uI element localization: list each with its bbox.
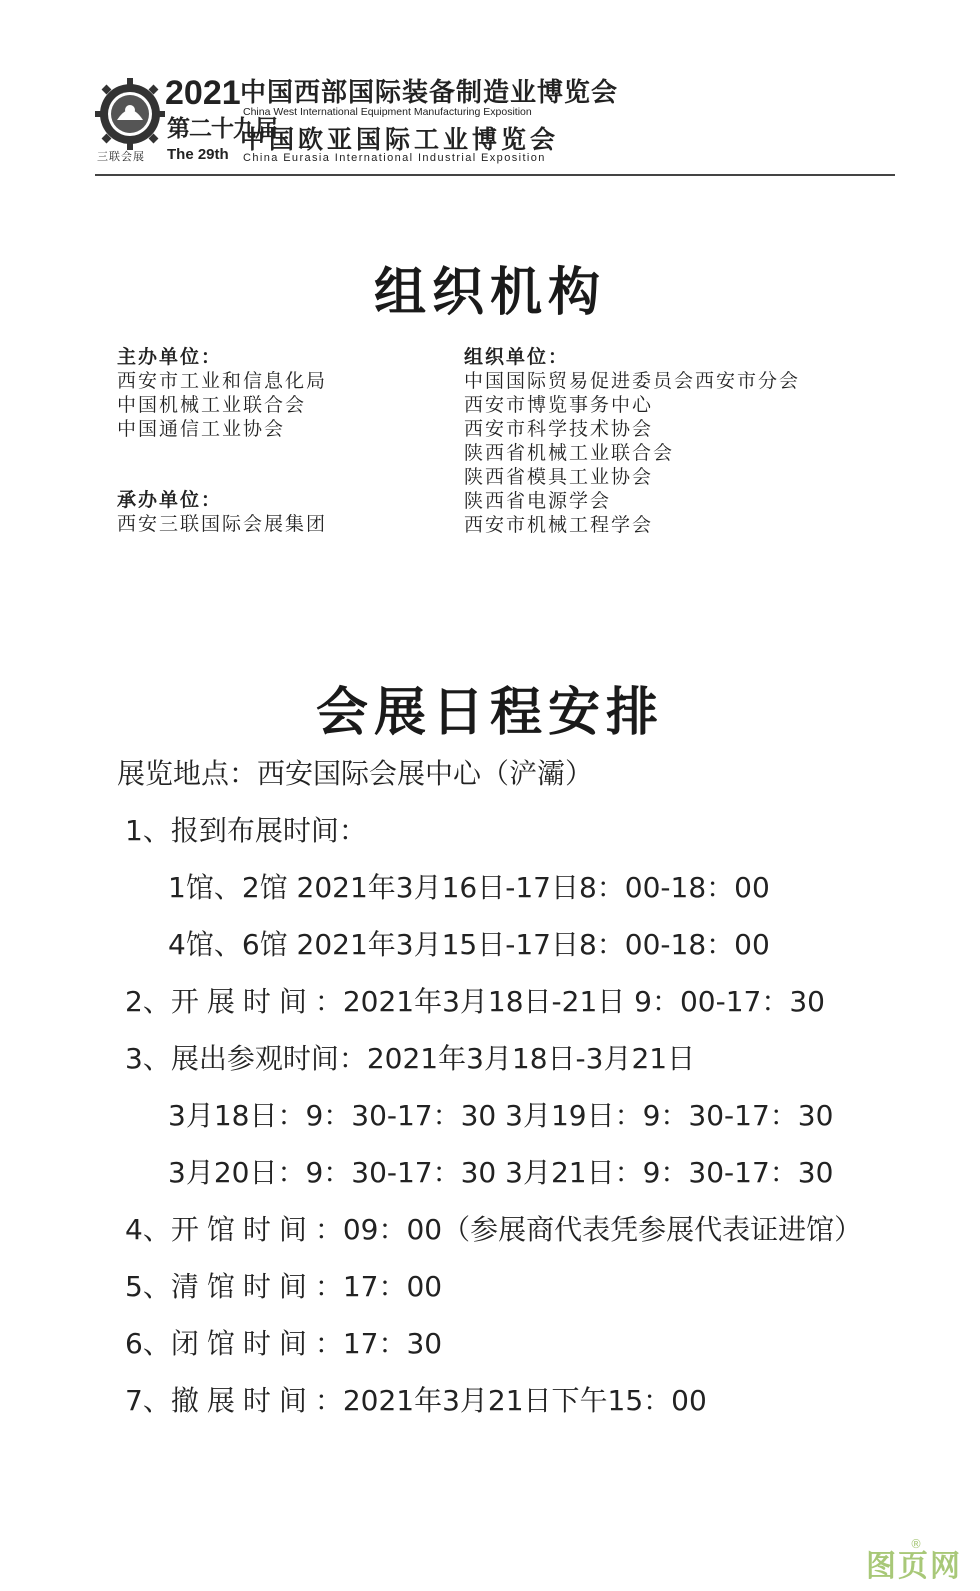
item-label: 清馆时间	[170, 1270, 315, 1303]
item-number: 6、	[125, 1327, 171, 1360]
schedule-item-3	[125, 1039, 695, 1079]
item-number: 4、	[125, 1213, 171, 1246]
host-item: 中国通信工业协会	[117, 418, 286, 440]
item-value: ：17：00	[314, 1270, 443, 1303]
expo-year: 2021	[165, 74, 241, 112]
undertaker-block	[117, 488, 327, 536]
expo-title-cn-1: 中国西部国际装备制造业博览会	[240, 78, 619, 108]
organizer-item: 西安市机械工程学会	[464, 514, 654, 536]
expo-edition-en: The 29th	[167, 146, 229, 163]
undertaker-label: 承办单位：	[117, 489, 223, 511]
item-number: 2、	[125, 985, 171, 1018]
header-divider	[95, 174, 895, 176]
setup-time-line: 1馆、2馆 2021年3月16日-17日8：00-18：00	[168, 871, 770, 904]
item-number: 3、	[125, 1042, 171, 1075]
schedule-item-7	[125, 1381, 707, 1421]
organizer-label: 组织单位：	[464, 346, 570, 368]
venue-line: 展览地点：西安国际会展中心（浐灞）	[117, 757, 594, 790]
item-value: ：2021年3月18日-3月21日	[338, 1042, 696, 1075]
item-value: ：17：30	[314, 1327, 443, 1360]
watermark-registered-mark: ®	[910, 1537, 922, 1551]
schedule-title: 会展日程安排	[315, 683, 664, 743]
undertaker-item: 西安三联国际会展集团	[117, 513, 328, 535]
page-header	[95, 62, 980, 174]
organizer-item: 西安市科学技术协会	[464, 418, 654, 440]
organizer-item: 中国国际贸易促进委员会西安市分会	[464, 370, 801, 392]
schedule-item-1	[125, 811, 367, 851]
host-item: 西安市工业和信息化局	[117, 370, 328, 392]
item-number: 5、	[125, 1270, 171, 1303]
organizer-item: 陕西省电源学会	[464, 490, 612, 512]
item-label: 报到布展时间：	[170, 814, 367, 847]
logo-label: 三联会展	[97, 150, 145, 163]
host-label: 主办单位：	[117, 346, 223, 368]
schedule-item-2	[125, 982, 825, 1022]
visiting-time-line: 3月18日：9：30-17：30 3月19日：9：30-17：30	[168, 1099, 834, 1132]
item-number: 1、	[125, 814, 171, 847]
expo-title-en-2: China Eurasia International Industrial Exposition	[243, 152, 546, 164]
item-value: ：09：00（参展商代表凭参展代表证进馆）	[314, 1213, 863, 1246]
item-label: 展出参观时间	[170, 1042, 339, 1075]
host-block	[117, 345, 327, 441]
host-item: 中国机械工业联合会	[117, 394, 307, 416]
expo-title-en-1: China West International Equipment Manufacturing Exposition	[243, 106, 532, 118]
item-number: 7、	[125, 1384, 171, 1417]
schedule-item-6	[125, 1324, 442, 1364]
organization-title: 组织机构	[373, 263, 606, 323]
item-label: 开展时间	[170, 985, 315, 1018]
organizer-item: 陕西省模具工业协会	[464, 466, 654, 488]
setup-time-line: 4馆、6馆 2021年3月15日-17日8：00-18：00	[168, 928, 770, 961]
schedule-item-5	[125, 1267, 442, 1307]
item-label: 闭馆时间	[170, 1327, 315, 1360]
expo-gear-logo-icon	[95, 72, 165, 160]
organizer-item: 陕西省机械工业联合会	[464, 442, 675, 464]
watermark: 图页网	[866, 1549, 962, 1584]
visiting-time-line: 3月20日：9：30-17：30 3月21日：9：30-17：30	[168, 1156, 834, 1189]
organizer-block	[464, 345, 800, 537]
organizer-item: 西安市博览事务中心	[464, 394, 654, 416]
item-value: ：2021年3月21日下午15：00	[314, 1384, 707, 1417]
item-value: ：2021年3月18日-21日 9：00-17：30	[314, 985, 825, 1018]
schedule-item-4	[125, 1210, 862, 1250]
expo-edition: 第二十九届	[167, 116, 277, 142]
expo-title-cn-2: 中国欧亚国际工业博览会	[240, 125, 560, 154]
item-label: 开馆时间	[170, 1213, 315, 1246]
item-label: 撤展时间	[170, 1384, 315, 1417]
